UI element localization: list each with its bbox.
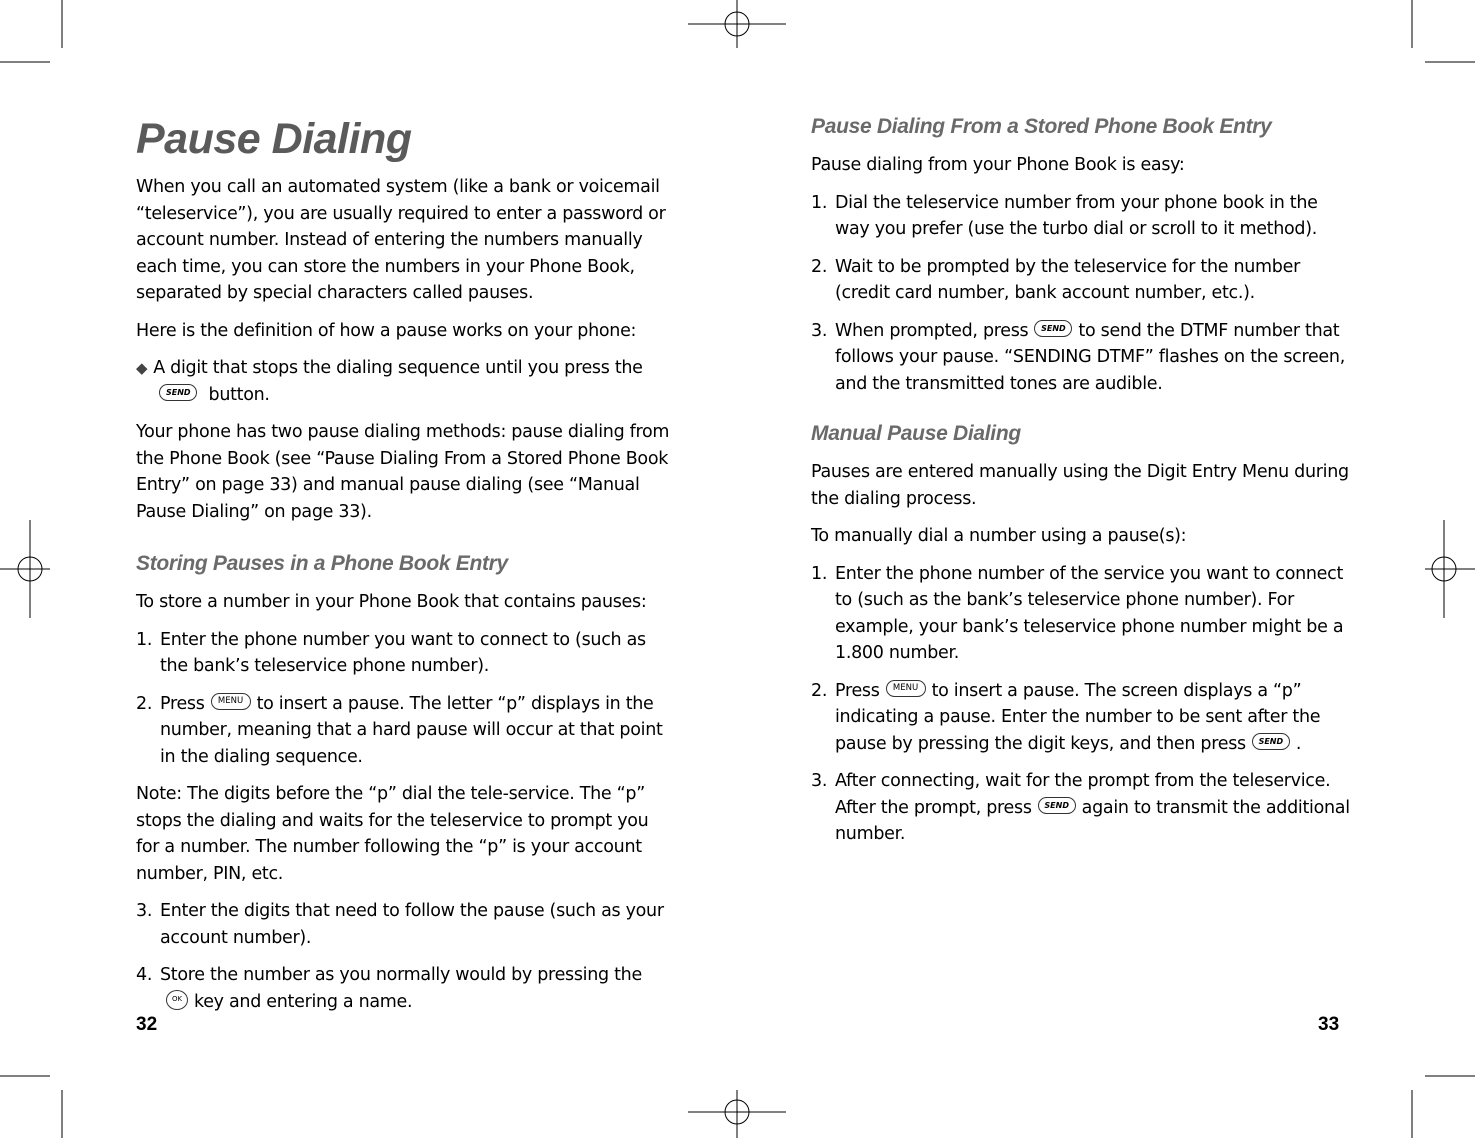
diamond-bullet-icon: ◆ (136, 359, 148, 377)
list-item: 1. Enter the phone number you want to connect to (such as the bank’s teleservice phone number). (136, 629, 646, 676)
list-item: 3. After connecting, wait for the prompt from the teleservice. After the prompt, press SEND again to transmit the additional number. (811, 771, 1350, 844)
bullet-text: A digit that stops the dialing sequence until you press the SEND button. (153, 358, 643, 405)
send-key-icon: SEND (159, 384, 197, 401)
definition-lead: Here is the definition of how a pause works on your phone: (136, 320, 637, 341)
left-page (136, 114, 671, 1026)
list-item: 2. Press MENU to insert a pause. The screen displays a “p” indicating a pause. Enter the number to be sent after the pause by pressing the digit keys, and then press SEND . (811, 680, 1321, 754)
menu-key-icon: MENU (211, 693, 251, 710)
send-key-icon: SEND (1034, 320, 1072, 337)
list-item: 1. Dial the teleservice number from your phone book in the way you prefer (use the turbo dial or scroll to it method). (811, 192, 1318, 239)
send-key-icon: SEND (1252, 733, 1290, 750)
note-paragraph: Note: The digits before the “p” dial the tele-service. The “p” stops the dialing and waits for the teleservice to prompt you for a number. The number following the “p” is your account number, PIN, etc. (136, 784, 649, 884)
intro-paragraph: When you call an automated system (like a bank or voicemail “teleservice”), you are usually required to enter a password or account number. Instead of entering the numbers manually each time, you can store the numbers in your Phone Book, separated by special characters called pauses. (136, 177, 666, 303)
section-heading-storing: Storing Pauses in a Phone Book Entry (136, 552, 508, 575)
list-item: 3. When prompted, press SEND to send the DTMF number that follows your pause. “SENDING DTMF” flashes on the screen, and the transmitted tones are audible. (811, 320, 1345, 394)
storing-lead: To store a number in your Phone Book that contains pauses: (136, 592, 647, 612)
manual-intro: Pauses are entered manually using the Digit Entry Menu during the dialing process. (811, 462, 1349, 509)
section-heading-manual: Manual Pause Dialing (811, 422, 1021, 445)
list-item: 2. Wait to be prompted by the teleservice for the number (credit card number, bank account number, etc.). (811, 256, 1300, 303)
ok-key-icon: OK (166, 990, 188, 1010)
section-heading-stored: Pause Dialing From a Stored Phone Book Entry (811, 115, 1272, 138)
list-item: 2. Press MENU to insert a pause. The letter “p” displays in the number, meaning that a hard pause will occur at that point in the dialing sequence. (136, 693, 663, 767)
list-item: 4. Store the number as you normally would by pressing the OK key and entering a name. (136, 965, 642, 1012)
methods-paragraph: Your phone has two pause dialing methods: pause dialing from the Phone Book (see “Pause Dialing From a Stored Phone Book Entry” on page 33) and manual pause dialing (see “Manual Pause Dialing” on page 33). (136, 422, 670, 522)
page-title: Pause Dialing (136, 115, 412, 163)
right-page (811, 114, 1356, 859)
manual-lead: To manually dial a number using a pause(s): (811, 526, 1187, 546)
list-item: 3. Enter the digits that need to follow the pause (such as your account number). (136, 901, 664, 948)
send-key-icon: SEND (1038, 797, 1076, 814)
menu-key-icon: MENU (886, 680, 926, 697)
stored-lead: Pause dialing from your Phone Book is easy: (811, 155, 1185, 175)
page-number-right: 33 (1318, 1014, 1340, 1035)
page-number-left: 32 (136, 1014, 158, 1035)
bullet-item (136, 355, 671, 408)
list-item: 1. Enter the phone number of the service you want to connect to (such as the bank’s teleservice phone number). For example, your bank’s teleservice phone number might be a 1.800 number. (811, 563, 1344, 663)
